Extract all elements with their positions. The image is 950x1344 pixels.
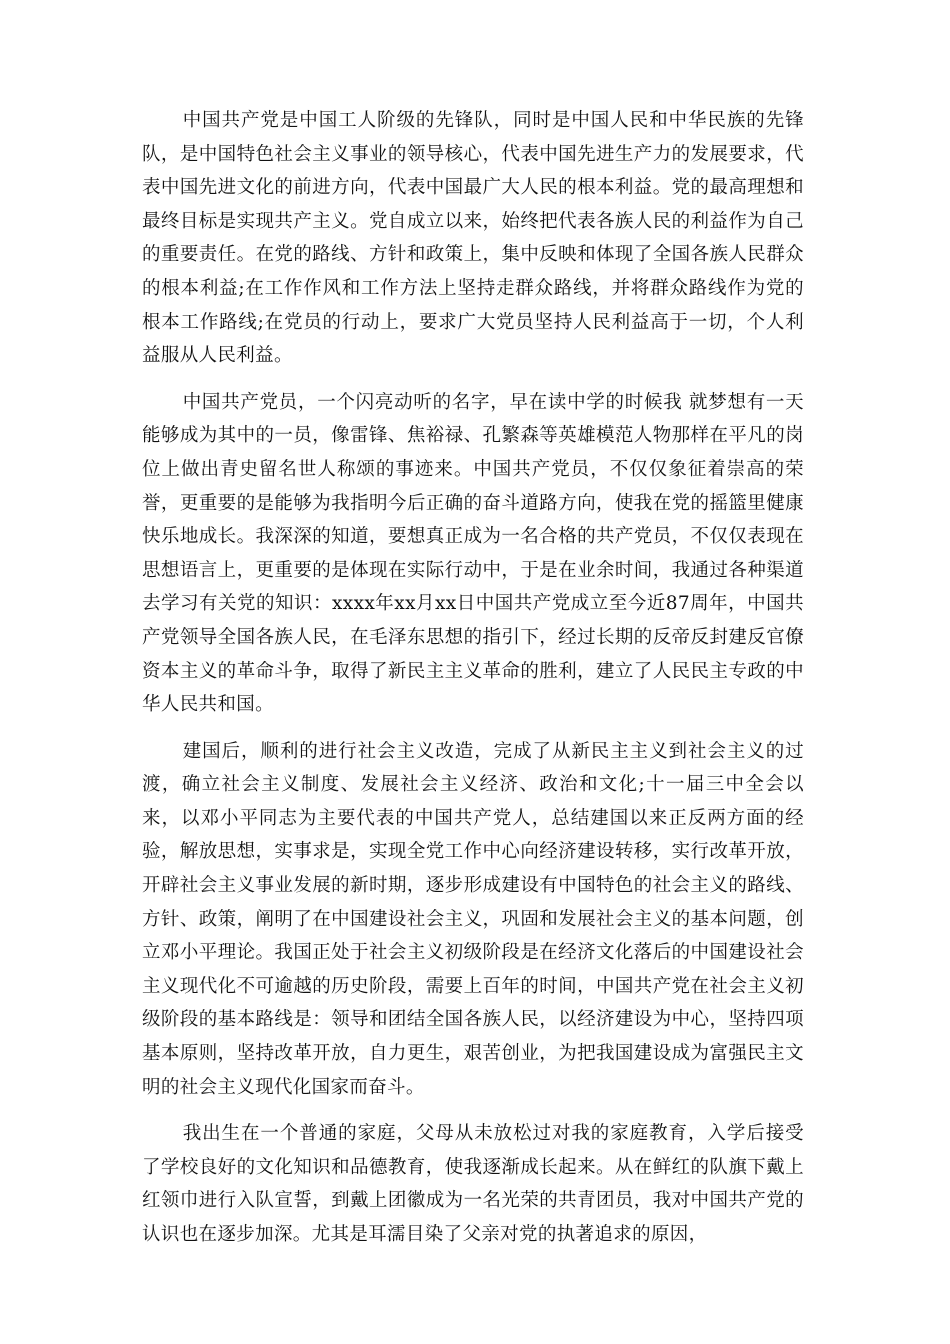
paragraph-3: 建国后，顺利的进行社会主义改造，完成了从新民主主义到社会主义的过渡，确立社会主义制度、发展社会主义经济、政治和文化;十一届三中全会以来，以邓小平同志为主要代表的中国共产党人，总结建国以来正反两方面的经验，解放思想，实事求是，实现全党工作中心向经济建设转移，实行改革开放，开辟社会主义事业发展的新时期，逐步形成建设有中国特色的社会主义的路线、方针、政策，阐明了在中国建设社会主义，巩固和发展社会主义的基本问题，创立邓小平理论。我国正处于社会主义初级阶段是在经济文化落后的中国建设社会主义现代化不可逾越的历史阶段，需要上百年的时间，中国共产党在社会主义初级阶段的基本路线是：领导和团结全国各族人民，以经济建设为中心，坚持四项基本原则，坚持改革开放，自力更生，艰苦创业，为把我国建设成为富强民主文明的社会主义现代化国家而奋斗。	[142, 740, 804, 1098]
paragraph-2: 中国共产党员，一个闪亮动听的名字，早在读中学的时候我 就梦想有一天能够成为其中的一员，像雷锋、焦裕禄、孔繁森等英雄模范人物那样在平凡的岗位上做出青史留名世人称颂的事迹来。中国共产党员，不仅仅象征着崇高的荣誉，更重要的是能够为我指明今后正确的奋斗道路方向，使我在党的摇篮里健康快乐地成长。我深深的知道，要想真正成为一名合格的共产党员，不仅仅表现在思想语言上，更重要的是体现在实际行动中，于是在业余时间，我通过各种渠道去学习有关党的知识：xxxx年xx月xx日中国共产党成立至今近87周年，中国共产党领导全国各族人民，在毛泽东思想的指引下，经过长期的反帝反封建反官僚资本主义的革命斗争，取得了新民主主义革命的胜利，建立了人民民主专政的中华人民共和国。	[142, 391, 804, 716]
document-body	[142, 104, 804, 1265]
paragraph-1: 中国共产党是中国工人阶级的先锋队，同时是中国人民和中华民族的先锋队，是中国特色社会主义事业的领导核心，代表中国先进生产力的发展要求，代表中国先进文化的前进方向，代表中国最广大人民的根本利益。党的最高理想和最终目标是实现共产主义。党自成立以来，始终把代表各族人民的利益作为自己的重要责任。在党的路线、方针和政策上，集中反映和体现了全国各族人民群众的根本利益;在工作作风和工作方法上坚持走群众路线，并将群众路线作为党的根本工作路线;在党员的行动上，要求广大党员坚持人民利益高于一切，个人利益服从人民利益。	[142, 110, 804, 367]
paragraph-4: 我出生在一个普通的家庭，父母从未放松过对我的家庭教育，入学后接受了学校良好的文化知识和品德教育，使我逐渐成长起来。从在鲜红的队旗下戴上红领巾进行入队宣誓，到戴上团徽成为一名光荣的共青团员，我对中国共产党的认识也在逐步加深。尤其是耳濡目染了父亲对党的执著追求的原因，	[142, 1123, 804, 1245]
